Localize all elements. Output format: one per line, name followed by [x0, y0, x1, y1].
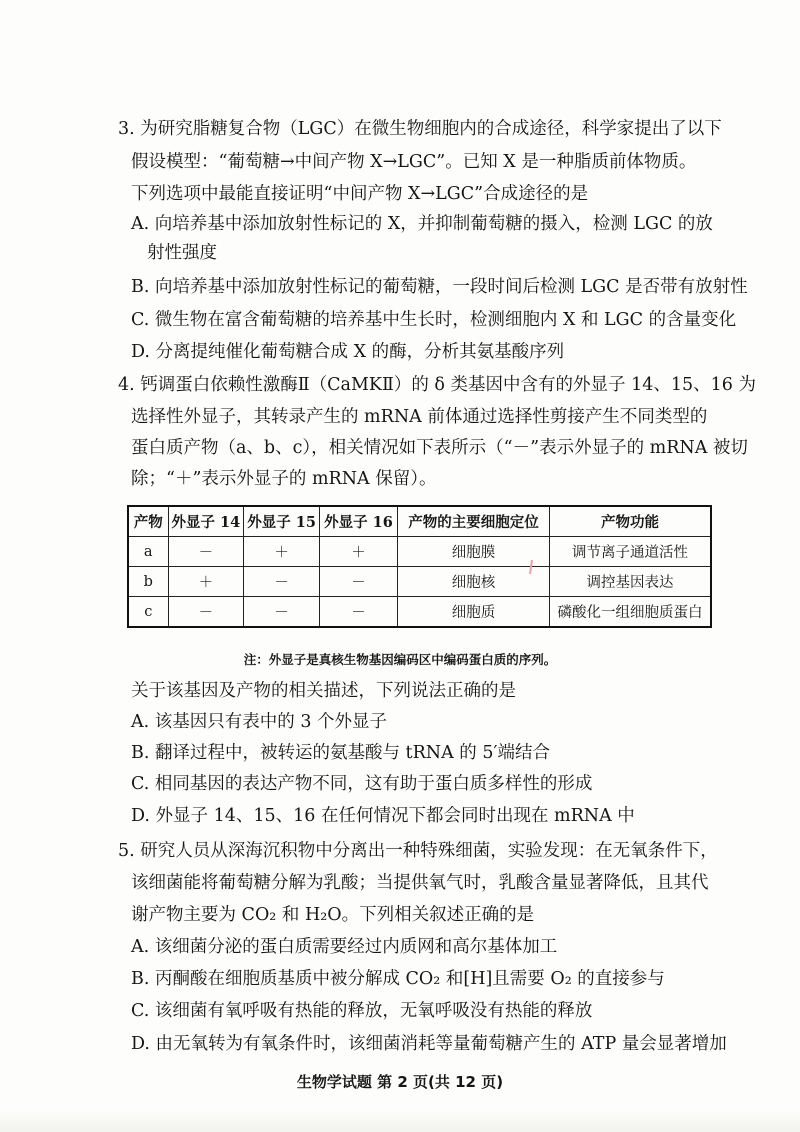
- q5-stem-line-2: 该细菌能将葡萄糖分解为乳酸；当提供氧气时，乳酸含量显著降低，且其代: [131, 873, 709, 893]
- q3-stem-line-1: 3. 为研究脂糖复合物（LGC）在微生物细胞内的合成途径，科学家提出了以下: [118, 119, 722, 139]
- page-footer: 生物学试题 第 2 页(共 12 页): [296, 1073, 504, 1091]
- table-cell: －: [244, 597, 320, 628]
- table-header-cell: 外显子 14: [168, 506, 244, 537]
- q4-stem-line-1: 4. 钙调蛋白依赖性激酶Ⅱ（CaMKⅡ）的 δ 类基因中含有的外显子 14、15、16 为: [118, 375, 756, 395]
- q3-option-d: D. 分离提纯催化葡萄糖合成 X 的酶，分析其氨基酸序列: [131, 342, 565, 362]
- q3-option-c: C. 微生物在富含葡萄糖的培养基中生长时，检测细胞内 X 和 LGC 的含量变化: [131, 310, 737, 330]
- q5-option-b: B. 丙酮酸在细胞质基质中被分解成 CO₂ 和[H]且需要 O₂ 的直接参与: [131, 969, 665, 989]
- table-cell: －: [244, 567, 320, 597]
- q3-stem-line-2: 假设模型：“葡萄糖→中间产物 X→LGC”。已知 X 是一种脂质前体物质。: [131, 152, 697, 172]
- q4-option-d: D. 外显子 14、15、16 在任何情况下都会同时出现在 mRNA 中: [131, 806, 635, 826]
- q4-stem-line-2: 选择性外显子，其转录产生的 mRNA 前体通过选择性剪接产生不同类型的: [131, 407, 708, 427]
- q4-question-stem: 关于该基因及产物的相关描述，下列说法正确的是: [131, 681, 516, 701]
- exon-table: [127, 505, 712, 628]
- table-cell: c: [128, 597, 168, 628]
- table-cell: b: [128, 567, 168, 597]
- table-footnote: 注：外显子是真核生物基因编码区中编码蛋白质的序列。: [243, 652, 557, 667]
- table-cell: 磷酸化一组细胞质蛋白: [549, 597, 711, 628]
- table-header-cell: 外显子 16: [319, 506, 397, 537]
- table-header-cell: 产物: [128, 506, 168, 537]
- table-cell: ＋: [319, 537, 397, 567]
- q4-option-c: C. 相同基因的表达产物不同，这有助于蛋白质多样性的形成: [131, 774, 593, 794]
- q5-stem-line-1: 5. 研究人员从深海沉积物中分离出一种特殊细菌，实验发现：在无氧条件下，: [118, 841, 718, 861]
- q3-option-a-continued: 射性强度: [147, 243, 217, 263]
- table-cell: ＋: [168, 567, 244, 597]
- q5-option-d: D. 由无氧转为有氧条件时，该细菌消耗等量葡萄糖产生的 ATP 量会显著增加: [131, 1034, 727, 1054]
- table-row: [128, 537, 711, 567]
- q4-option-a: A. 该基因只有表中的 3 个外显子: [131, 712, 388, 732]
- q4-stem-line-4: 除；“＋”表示外显子的 mRNA 保留）。: [131, 469, 437, 489]
- table-header-cell: 外显子 15: [244, 506, 320, 537]
- table-cell: －: [319, 567, 397, 597]
- table-header-cell: 产物的主要细胞定位: [397, 506, 549, 537]
- table-header-cell: 产物功能: [549, 506, 711, 537]
- table-cell: －: [168, 537, 244, 567]
- scan-edge: [0, 1110, 800, 1132]
- table-row: [128, 597, 711, 628]
- table-cell: －: [168, 597, 244, 628]
- table-cell: a: [128, 537, 168, 567]
- table-cell: 调节离子通道活性: [549, 537, 711, 567]
- table-header-row: [128, 506, 711, 537]
- table-cell: 细胞质: [397, 597, 549, 628]
- q4-stem-line-3: 蛋白质产物（a、b、c），相关情况如下表所示（“－”表示外显子的 mRNA 被切: [131, 438, 748, 458]
- table-row: [128, 567, 711, 597]
- q4-option-b: B. 翻译过程中，被转运的氨基酸与 tRNA 的 5′端结合: [131, 743, 550, 763]
- q5-stem-line-3: 谢产物主要为 CO₂ 和 H₂O。下列相关叙述正确的是: [131, 905, 535, 925]
- q3-option-b: B. 向培养基中添加放射性标记的葡萄糖，一段时间后检测 LGC 是否带有放射性: [131, 277, 748, 297]
- q5-option-c: C. 该细菌有氧呼吸有热能的释放，无氧呼吸没有热能的释放: [131, 1001, 593, 1021]
- q5-option-a: A. 该细菌分泌的蛋白质需要经过内质网和高尔基体加工: [131, 937, 558, 957]
- table-cell: 细胞膜: [397, 537, 549, 567]
- q3-option-a: A. 向培养基中添加放射性标记的 X，并抑制葡萄糖的摄入，检测 LGC 的放: [131, 214, 713, 234]
- q3-stem-line-3: 下列选项中最能直接证明“中间产物 X→LGC”合成途径的是: [131, 184, 589, 204]
- table-cell: －: [319, 597, 397, 628]
- table-cell: 调控基因表达: [549, 567, 711, 597]
- table-cell: 细胞核: [397, 567, 549, 597]
- table-cell: ＋: [244, 537, 320, 567]
